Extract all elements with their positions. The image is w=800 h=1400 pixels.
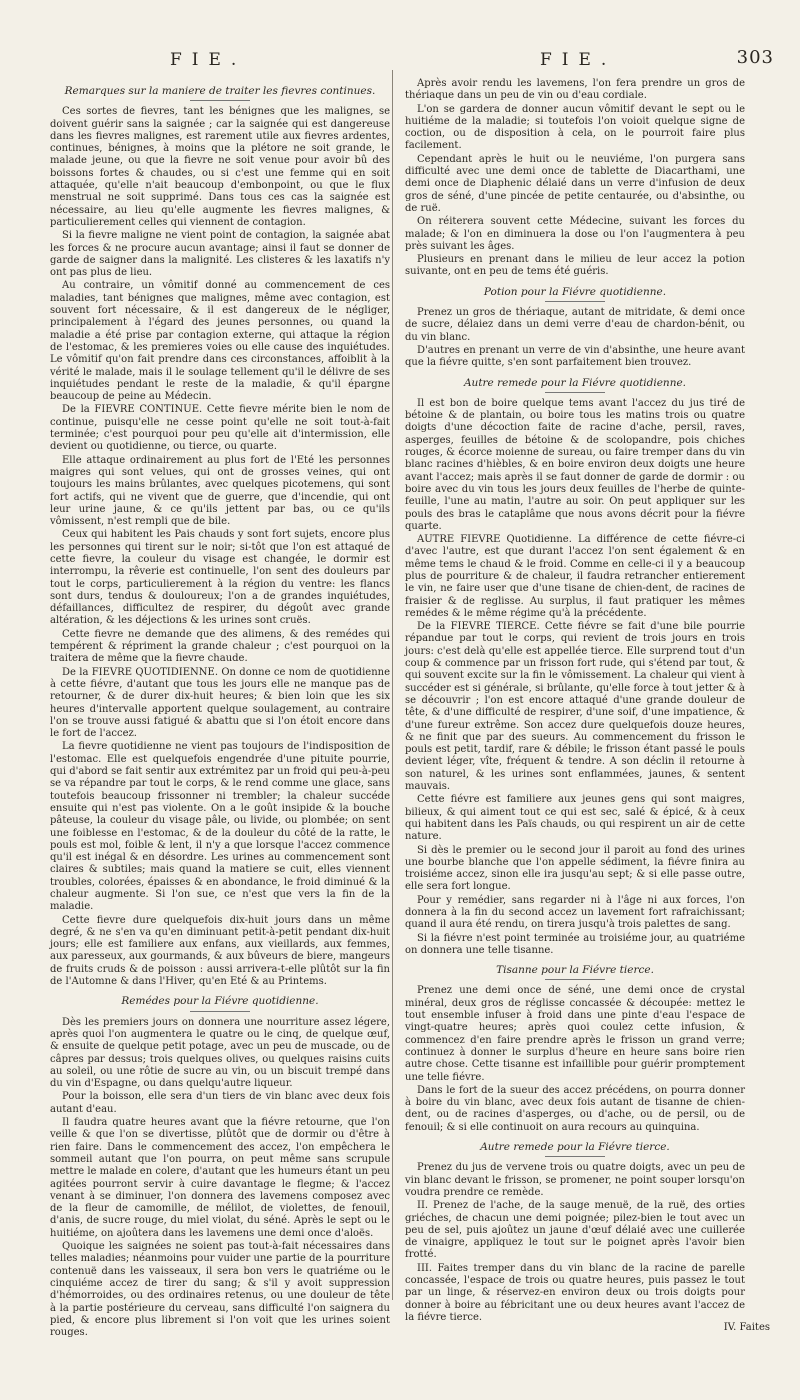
paragraph: Cette fievre dure quelquefois dix-huit jours dans un même degré, & ne s'en va qu'en diminuant petit-à-petit pendant dix-huit jours; elle est familiere aux enfans, aux vieillards, aux femmes, aux paresseux, aux gourmands, & aux bûveurs de biere, mangeurs de fruits cruds & de poisson : aussi arrivera-t-elle plûtôt sur la fin de l'Automne & dans l'Hiver, qu'en Eté & au Printems. — [50, 914, 390, 988]
paragraph: Si la fievre maligne ne vient point de contagion, la saignée abat les forces & ne procure aucun avantage; ainsi il faut se donner de garde de saigner dans la malignité. Les clisteres & les laxatifs n'y ont pas plus de lieu. — [50, 230, 390, 279]
paragraph: Prenez un gros de thériaque, autant de mitridate, & demi once de sucre, délaiez dans un demi verre d'eau de chardon-bénit, ou du vin blanc. — [405, 307, 745, 343]
paragraph: Plusieurs en prenant dans le milieu de leur accez la potion suivante, ont en peu de tems été guéris. — [405, 254, 745, 278]
paragraph: Cette fievre ne demande que des alimens, & des remédes qui tempérent & répriment la grande chaleur ; c'est pourquoi on la traitera de même que la fievre chaude. — [50, 628, 390, 665]
paragraph: AUTRE FIEVRE Quotidienne. La différence de cette fiévre-ci d'avec l'autre, est que durant l'accez l'on sent également & en même tems le chaud & le froid. Comme en celle-ci il y a beaucoup plus de pourriture & de chaleur, il faudra retrancher entierement le vin, ne faire user que d'une tisane de chien-dent, de racines de fraisier & de reglisse. Au surplus, il faut pratiquer les mêmes remédes & le même régime qu'à la précédente. — [405, 534, 745, 619]
paragraph: De la FIEVRE CONTINUE. Cette fievre mérite bien le nom de continue, puisqu'elle ne cesse point qu'elle ne soit tout-à-fait terminée; c'est pourquoi pour peu qu'elle ait d'intermission, elle devient ou quotidienne, ou tierce, ou quarte. — [50, 404, 390, 453]
paragraph: Pour la boisson, elle sera d'un tiers de vin blanc avec deux fois autant d'eau. — [50, 1091, 390, 1115]
paragraph: Pour y remédier, sans regarder ni à l'âge ni aux forces, l'on donnera à la fin du second accez un lavement fort rafraichissant; quand il aura été rendu, on tirera jusqu'à trois palettes de sang. — [405, 894, 745, 931]
paragraph: Si dès le premier ou le second jour il paroit au fond des urines une bourbe blanche que l'on appelle sédiment, la fiévre finira au troisiéme accez, sinon elle ira jusqu'au sept; & si elle passe outre, elle sera fort longue. — [405, 844, 745, 893]
right-paragraphs — [405, 78, 745, 279]
paragraph: On réiterera souvent cette Médecine, suivant les forces du malade; & l'on en diminuera la dose ou l'on l'augmentera à peu près suivant les âges. — [405, 216, 745, 252]
paragraph: Prenez du jus de vervene trois ou quatre doigts, avec un peu de vin blanc devant le frisson, se promener, ne point souper lorsqu'on voudra prendre ce remède. — [405, 1162, 745, 1198]
paragraph: Il est bon de boire quelque tems avant l'accez du jus tiré de bétoine & de plantain, ou boire tous les matins trois ou quatre doigts d'une décoction faite de racine d'ache, persil, raves, asperges, feuilles de bétoine & de scolopandre, pois chiches rouges, & écorce moienne de sureau, ou faire tremper dans du vin blanc racines d'hièbles, & en boire environ deux doigts une heure avant l'accez; mais après il se faut donner de garde de dormir : ou boire avec du vin tous les jours deux feuilles de l'herbe de quinte-feuille, l'une au matin, l'autre au soir. On peut appliquer sur les pouls des bras le cataplâme que nous avons décrit pour la fiévre quarte. — [405, 397, 745, 532]
left-paragraphs-2 — [50, 1017, 390, 1340]
right-paragraphs-2 — [405, 398, 745, 957]
section-heading: Autre remede pour la Fiévre tierce. — [405, 1141, 745, 1157]
paragraph: II. Prenez de l'ache, de la sauge menuë, de la ruë, des orties griéches, de chacun une demi poignée; pilez-bien le tout avec un peu de sel, puis ajoûtez un jaune d'œuf délaié avec une cuillerée de vinaigre, appliquez le tout sur le poignet après l'avoir bien frotté. — [405, 1200, 745, 1261]
section-heading: Remédes pour la Fiévre quotidienne. — [50, 995, 390, 1011]
paragraph: De la FIEVRE TIERCE. Cette fiévre se fait d'une bile pourrie répandue par tout le corps, qui revient de trois jours en trois jours: c'est delà qu'elle est appellée tierce. Elle surprend tout d'un coup & commence par un frisson fort rude, qui s'étend par tout, & qui souvent excite sur la fin le vômissement. La chaleur qui vient à succéder est si générale, si brûlante, qu'elle force à tout jetter & à se découvrir ; l'on est encore attaqué d'une grande douleur de tête, & d'une difficulté de respirer, d'une soif, d'une impatience, & d'une fureur extrême. Son accez dure quelquefois douze heures, & ne finit que par des sueurs. Au commencement du frisson le pouls est petit, tardif, rare & débile; le frisson étant passé le pouls devient léger, vîte, fréquent & tendre. A son déclin il retourne à son naturel, & les urines sont enflammées, jaunes, & sentent mauvais. — [405, 621, 745, 793]
paragraph: Cette fiévre est familiere aux jeunes gens qui sont maigres, bilieux, & qui aiment tout ce qui est sec, salé & épicé, & à ceux qui habitent dans les Païs chauds, ou qui respirent un air de cette nature. — [405, 794, 745, 843]
page-number: 303 — [736, 47, 774, 68]
right-paragraphs-1 — [405, 307, 745, 369]
paragraph: Elle attaque ordinairement au plus fort de l'Eté les personnes maigres qui sont velues, qui ont de grosses veines, qui ont toujours les mains brûlantes, avec quelques picotemens, qui sont fort actifs, qui ne vivent que de guerre, que d'incendie, qui ont leur urine jaune, & ce qu'ils jettent par bas, ou ce qu'ils vômissent, n'est rempli que de bile. — [50, 454, 390, 528]
paragraph: L'on se gardera de donner aucun vômitif devant le sept ou le huitiéme de la maladie; si toutefois l'on voioit quelque signe de coction, ou de disposition à cela, on le pourroit faire plus facilement. — [405, 103, 745, 152]
section-heading: Potion pour la Fiévre quotidienne. — [405, 286, 745, 302]
paragraph: Cependant après le huit ou le neuviéme, l'on purgera sans difficulté avec une demi once de tablette de Diacarthami, une demi once de Diaphenic délaié dans un verre d'infusion de deux gros de séné, d'une pincée de petite centaurée, ou d'absinthe, ou de ruë. — [405, 153, 745, 214]
right-paragraphs-3 — [405, 985, 745, 1134]
paragraph: Au contraire, un vômitif donné au commencement de ces maladies, tant bénignes que malignes, même avec contagion, est souvent fort nécessaire, & il est dangereux de le négliger, principalement à l'égard des jeunes personnes, ou quand la maladie a été prise par contagion externe, qui attaque la région de l'estomac, & les premieres voies ou elle cause des inquiétudes. Le vômitif qu'on fait prendre dans ces circonstances, affoiblit à la vérité le malade, mais il le soulage tellement qu'il le délivre de ses inquiétudes pendant le reste de la maladie, & qu'il épargne beaucoup de peine au Médecin. — [50, 280, 390, 403]
paragraph: Il faudra quatre heures avant que la fiévre retourne, que l'on veille & que l'on se divertisse, plûtôt que de dormir ou d'être à rien faire. Dans le commencement des accez, l'on empêchera le sommeil autant que l'on pourra, on peut même sans scrupule mettre le malade en colere, d'autant que les humeurs étant un peu agitées pourront servir à cuire davantage le flegme; & l'accez venant à se diminuer, l'on donnera des lavemens composez avec de la fleur de camomille, de mélilot, de violettes, de fenouil, d'anis, de sucre rouge, du miel violat, du séné. Après le sept ou le huitiéme, on ajoûtera dans les lavemens une demi once d'aloës. — [50, 1117, 390, 1239]
paragraph: Ceux qui habitent les Pais chauds y sont fort sujets, encore plus les personnes qui tirent sur le noir; si-tôt que l'on est attaqué de cette fievre, la couleur du visage est changée, le dormir est interrompu, la rêverie est continuelle, l'on sent des douleurs par tout le corps, particulierement à la région du ventre: les flancs sont durs, tendus & douloureux; l'on a de grandes inquiétudes, défaillances, difficultez de respirer, du dégoût avec grande altération, & les déjections & les urines sont cruës. — [50, 529, 390, 627]
paragraph: Ces sortes de fievres, tant les bénignes que les malignes, se doivent guérir sans la saignée ; car la saignée qui est dangereuse dans les fievres malignes, est rarement utile aux fievres ardentes, continues, bénignes, à moins que la plétore ne soit grande, le malade jeune, ou que la fievre ne soit venue pour avoir bû des boissons fortes & chaudes, ou si c'est une femme qui en soit attaquée, qu'elle n'ait beaucoup d'embonpoint, ou que le flux menstrual ne soit supprimé. Dans tous ces cas la saignée est nécessaire, au lieu qu'elle augmente les fievres malignes, & particulierement celles qui viennent de contagion. — [50, 106, 390, 228]
paragraph: III. Faites tremper dans du vin blanc de la racine de parelle concassée, l'espace de trois ou quatre heures, puis passez le tout par un linge, & réservez-en environ deux ou trois doigts pour donner à boire au fébricitant une ou deux heures avant l'accez de la fiévre tierce. — [405, 1262, 745, 1323]
left-column — [50, 78, 390, 1339]
section-heading: Tisanne pour la Fiévre tierce. — [405, 964, 745, 980]
right-paragraphs-4 — [405, 1162, 745, 1324]
paragraph: Dans le fort de la sueur des accez précédens, on pourra donner à boire du vin blanc, avec deux fois autant de tisanne de chien-dent, ou de racines d'asperges, ou d'ache, ou de persil, ou de fenouil; & si elle continuoit on aura recours au quinquina. — [405, 1084, 745, 1133]
catchword: IV. Faites — [723, 1322, 770, 1333]
paragraph: D'autres en prenant un verre de vin d'absinthe, une heure avant que la fiévre quitte, s'en sont parfaitement bien trouvez. — [405, 344, 745, 369]
running-head-left: FIE. — [170, 50, 247, 70]
paragraph: Prenez une demi once de séné, une demi once de crystal minéral, deux gros de réglisse concassée & découpée: mettez le tout ensemble infuser à froid dans une pinte d'eau l'espace de vingt-quatre heures; après quoi coulez cette infusion, & commencez d'en faire prendre après le frisson un grand verre; continuez à donner le surplus d'heure en heure sans boire rien autre chose. Cette tisanne est infaillible pour guérir promptement une telle fiévre. — [405, 985, 745, 1083]
paragraph: Dès les premiers jours on donnera une nourriture assez légere, après quoi l'on augmentera le quatre ou le cinq, de quelque œuf, & ensuite de quelque petit potage, avec un peu de muscade, ou de câpres par dessus; trois quelques olives, ou quelques raisins cuits au soleil, ou une rôtie de sucre au vin, ou un biscuit trempé dans du vin d'Espagne, ou dans quelqu'autre liqueur. — [50, 1016, 390, 1090]
right-column — [405, 78, 745, 1323]
column-divider — [392, 70, 393, 1300]
section-heading: Remarques sur la maniere de traiter les fievres continues. — [50, 85, 390, 101]
paragraph: Quoique les saignées ne soient pas tout-à-fait nécessaires dans telles maladies; néanmoins pour vuider une partie de la pourriture contenuë dans les vaisseaux, il sera bon vers le quatriéme ou le cinquiéme accez de tirer du sang; & s'il y avoit suppression d'hémorroides, ou des ordinaires retenus, ou une douleur de tête à la partie postérieure du cerveau, sans difficulté l'on saignera du pied, & encore plus librement si l'on voit que les urines soient rouges. — [50, 1241, 390, 1339]
left-paragraphs — [50, 106, 390, 988]
paragraph: Si la fiévre n'est point terminée au troisiéme jour, au quatriéme on donnera une telle tisanne. — [405, 932, 745, 956]
running-head-right: FIE. — [540, 50, 617, 70]
paragraph: Après avoir rendu les lavemens, l'on fera prendre un gros de thériaque dans un peu de vin ou d'eau cordiale. — [405, 78, 745, 102]
paragraph: De la FIEVRE QUOTIDIENNE. On donne ce nom de quotidienne à cette fiévre, d'autant que tous les jours elle ne manque pas de retourner, & de durer dix-huit heures; & bien loin que les six heures d'intervalle apportent quelque soulagement, au contraire l'on se trouve aussi fatigué & abattu que si l'on étoit encore dans le fort de l'accez. — [50, 666, 390, 740]
section-heading: Autre remede pour la Fiévre quotidienne. — [405, 377, 745, 393]
paragraph: La fievre quotidienne ne vient pas toujours de l'indisposition de l'estomac. Elle est quelquefois engendrée d'une pituite pourrie, qui d'abord se fait sentir aux extrémitez par un froid qui peu-à-peu se va répandre par tout le corps, & le rend comme une glace, sans toutefois beaucoup frissonner ni trembler; la chaleur succéde ensuite qui n'est pas violente. On a le goût insipide & la bouche pâteuse, la couleur du visage pâle, ou livide, ou plombée; on sent une foiblesse en l'estomac, & de la douleur du côté de la ratte, le pouls est mol, foible & lent, il n'y a que lorsque l'accez commence qu'il est inégal & en désordre. Les urines au commencement sont claires & subtiles; mais quand la matiere se cuit, elles viennent troubles, colorées, épaisses & en abondance, le froid diminué & la chaleur augmente. Si l'on sue, ce n'est que vers la fin de la maladie. — [50, 741, 390, 913]
